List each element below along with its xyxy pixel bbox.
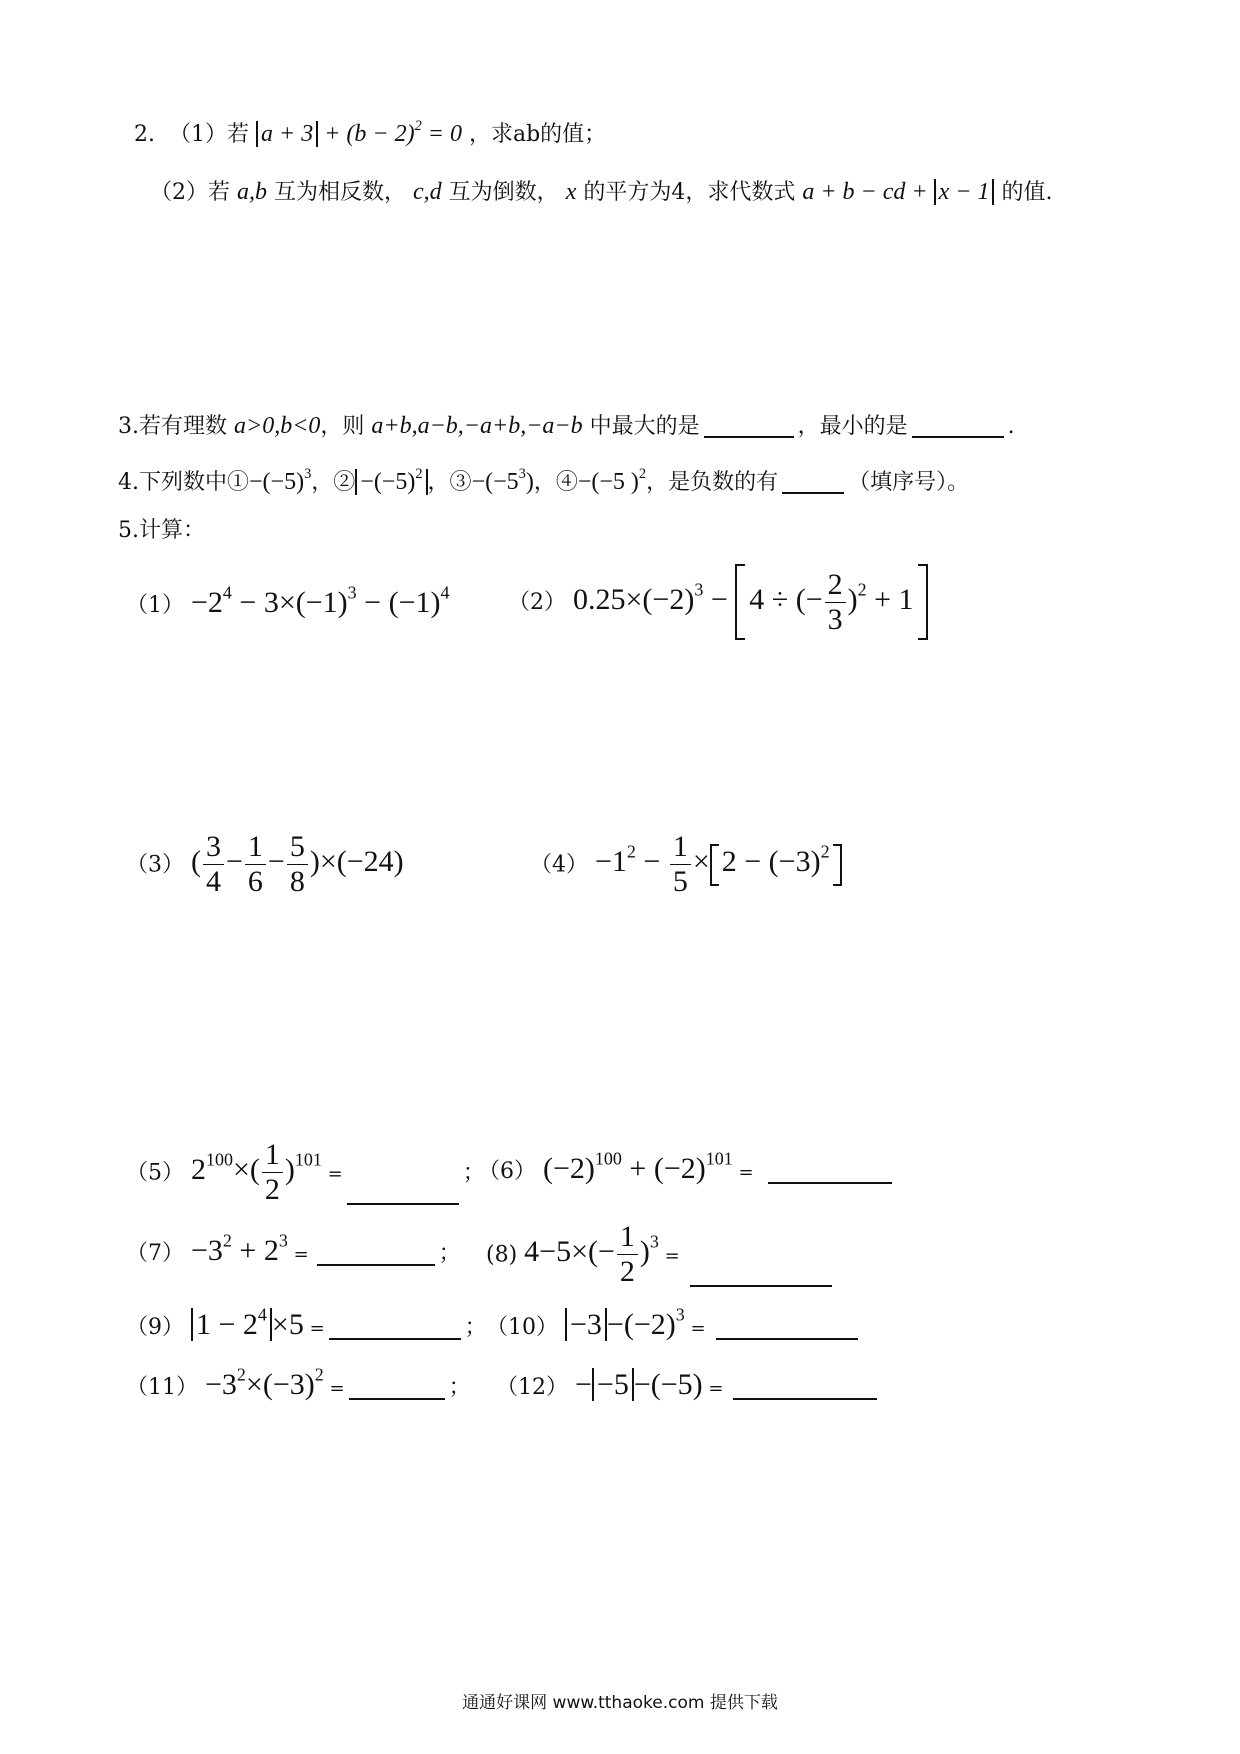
- q2-p2-text: 互为相反数，: [274, 180, 407, 205]
- q3: [118, 410, 1015, 438]
- q3-mid: ，则: [320, 414, 365, 439]
- q4-item1: $-(-5)^3$: [249, 466, 312, 495]
- q5-item-1-expression: $-2^4 - 3\times(-1)^3 - (-1)^4$: [191, 582, 450, 619]
- q5-item-8-expression: 4−5×(− $\frac{1}{2}$ )$^3$: [524, 1220, 659, 1288]
- q5-item-2: [508, 564, 928, 640]
- q4: [118, 466, 969, 494]
- q2-p2-tail: 的值.: [1001, 180, 1053, 205]
- q5-item-11: $(11) -3^2\times(-3)^2$ = ；: [126, 1364, 471, 1401]
- q2-p1-expression: $a + 3 + (b - 2)^2 = 0$: [256, 121, 462, 147]
- q5-item-12-number: （12）: [496, 1375, 568, 1400]
- q5-item-10-blank[interactable]: [716, 1312, 858, 1340]
- q3-max-text: 中最大的是: [589, 414, 700, 439]
- footer-credit: 通通好课网 www.tthaoke.com 提供下载: [462, 1693, 778, 1713]
- q5-item-8-number: (8): [486, 1242, 518, 1268]
- q3-min-text: ，最小的是: [797, 414, 908, 439]
- q5-item-7-number: （7）: [126, 1241, 184, 1266]
- q5-item-5-number: （5）: [126, 1160, 184, 1186]
- q5-item-1-number: （1）: [126, 593, 184, 618]
- q5-item-8-blank[interactable]: [690, 1259, 832, 1287]
- q5-item-6-expression: $(-2)^{100} + (-2)^{101}$: [543, 1148, 733, 1185]
- q4-sep3: ，③: [427, 470, 472, 495]
- q5-item-3: [126, 832, 404, 897]
- q4-answer-blank[interactable]: [782, 466, 844, 494]
- q5-item-2-number: （2）: [508, 589, 566, 615]
- q5-item-5-expression: $2^{100}\times$( $\frac{1}{2}$ )$^{101}$: [191, 1138, 322, 1206]
- q5-item-3-number: （3）: [126, 852, 184, 878]
- q5-item-10-expression: $-3 -(-2)^3$: [565, 1308, 685, 1341]
- q3-label: 3.若有理数: [118, 414, 227, 439]
- q2-p2-cd: c,d: [413, 179, 442, 205]
- q5-item-9-expression: $1 - 2^4 \times 5$: [191, 1308, 304, 1341]
- q2-p2-text3: 的平方为4，求代数式: [583, 180, 796, 205]
- q4-tail: ，是负数的有: [646, 470, 779, 495]
- q4-sep2: ，②: [311, 470, 356, 495]
- q5-item-12-expression: − −5 −(−5): [575, 1368, 703, 1401]
- q5-item-4: [530, 832, 842, 897]
- q5-item-9-number: （9）: [126, 1315, 184, 1340]
- q5-item-12: （12） − −5 −(−5) =: [496, 1370, 881, 1400]
- q5-item-11-number: （11）: [126, 1375, 198, 1400]
- q2-p2-label: （2）若: [150, 180, 230, 205]
- q3-condition: a>0,b<0: [234, 413, 321, 439]
- q3-expressions: a+b,a−b,−a+b,−a−b: [371, 413, 583, 439]
- q5-item-4-number: （4）: [530, 852, 588, 878]
- q5-item-11-blank[interactable]: [349, 1372, 445, 1400]
- q5-item-5: （5） $2^{100}\times$( $\frac{1}{2}$ )$^{101}$ = ；: [126, 1138, 485, 1206]
- q5-item-5-blank[interactable]: [347, 1177, 459, 1205]
- q4-item3: $-(-5^3)$: [471, 466, 534, 495]
- q4-item2: $-(-5)^2$: [355, 469, 427, 495]
- q5-item-4-expression: $-1^2$ − $\frac{1}{5}$ × $2 - (-3)^2$: [595, 845, 842, 878]
- q2-p1-label: （1）若: [169, 122, 249, 147]
- q5-item-11-expression: $-3^2\times(-3)^2$: [205, 1364, 324, 1401]
- q3-min-blank[interactable]: [912, 410, 1004, 438]
- q2-label: 2.: [134, 122, 155, 147]
- q5-item-6-blank[interactable]: [768, 1156, 892, 1184]
- q5-item-6-number: （6）: [478, 1159, 536, 1184]
- q2-part1: [134, 118, 607, 147]
- q2-p2-x: x: [565, 179, 577, 205]
- q5-item-10-number: （10）: [486, 1315, 558, 1340]
- q5-item-7: $(7) -3^2 + 2^3$ = ；: [126, 1230, 461, 1267]
- q2-p1-tail: ，求ab的值；: [468, 122, 607, 147]
- q5-item-5-end: ；: [462, 1160, 485, 1186]
- q2-p2-text2: 互为倒数，: [448, 180, 559, 205]
- q4-hint: （填序号）。: [848, 470, 970, 495]
- q5-item-2-expression: $0.25\times(-2)^3 - 4$ ÷ (− $\frac{2}{3}$ )$^2$ + 1: [573, 583, 928, 616]
- q5-item-8: (8) 4−5×(− $\frac{1}{2}$ )$^3$ =: [486, 1222, 836, 1287]
- q5-label: 5.计算：: [118, 518, 205, 543]
- q5-item-1: [126, 582, 450, 619]
- q3-max-blank[interactable]: [704, 410, 794, 438]
- q5-item-12-blank[interactable]: [733, 1372, 877, 1400]
- q5-item-7-end: ；: [438, 1241, 461, 1266]
- q5-item-6: （6） $(-2)^{100} + (-2)^{101}$ =: [478, 1154, 896, 1184]
- q5-item-3-expression: ( $\frac{3}{4}$ − $\frac{1}{6}$ − $\frac{5}{8}$ )×(−24): [191, 830, 404, 898]
- q3-end: .: [1007, 414, 1015, 439]
- q4-label: 4.下列数中①: [118, 470, 249, 495]
- q4-item4: −(−5 )$^2$: [577, 466, 647, 495]
- q5-item-11-end: ；: [448, 1375, 471, 1400]
- q5-item-7-blank[interactable]: [317, 1238, 435, 1266]
- q2-part2: [150, 180, 1052, 204]
- q5-item-9: （9） $1 - 2^4 \times 5$ = ；: [126, 1304, 487, 1341]
- q5-item-9-end: ；: [464, 1315, 487, 1340]
- q5-item-7-expression: $-3^2 + 2^3$: [191, 1230, 288, 1267]
- q2-p2-ab: a,b: [237, 179, 267, 205]
- q4-sep4: ，④: [533, 470, 578, 495]
- q5-item-9-blank[interactable]: [329, 1312, 461, 1340]
- q5-item-10: $(10) -3 -(-2)^3$ =: [486, 1310, 862, 1340]
- q2-p2-expression: a + b − cd + x − 1: [802, 179, 994, 205]
